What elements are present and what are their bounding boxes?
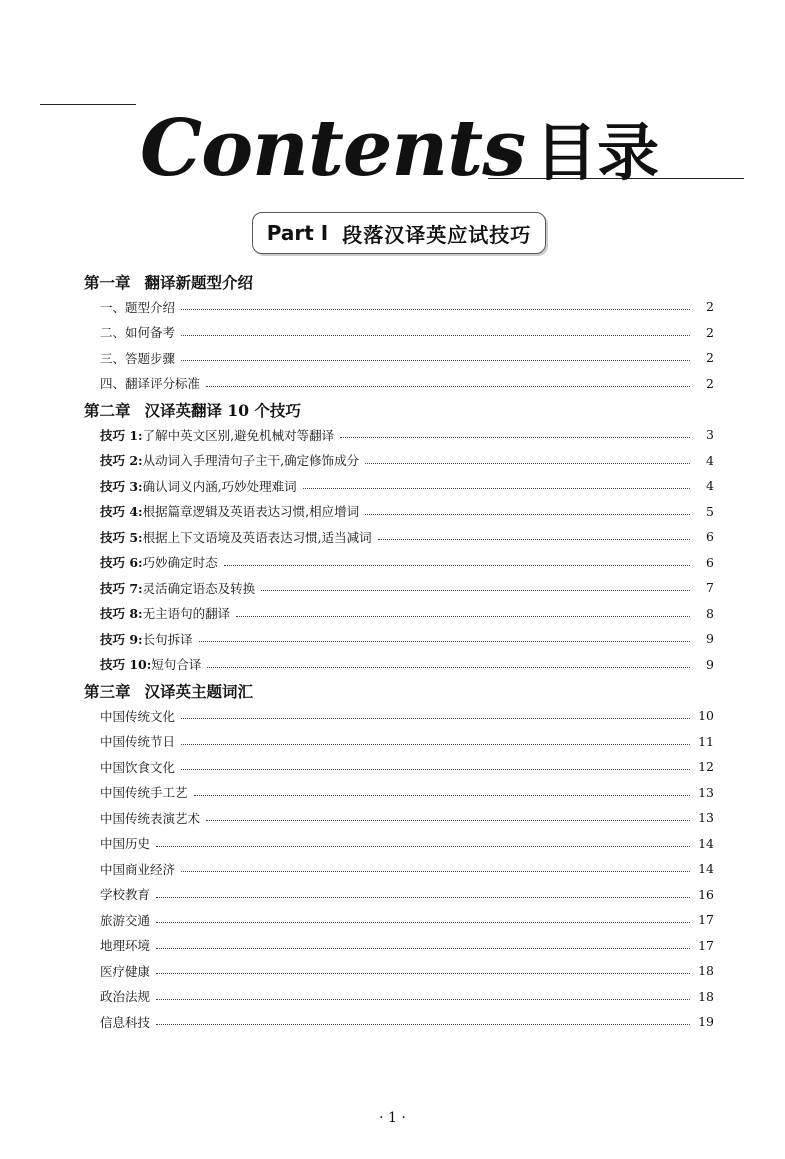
toc-entry-text — [100, 323, 175, 341]
toc-entry-prefix: 技巧 10: — [100, 657, 152, 673]
chapter-heading[interactable] — [84, 679, 714, 703]
dot-leader — [181, 769, 690, 770]
toc-entry-title: 短句合译 — [151, 657, 202, 673]
toc-entry-prefix: 技巧 2: — [100, 453, 143, 469]
page-number: · 1 · — [379, 1110, 406, 1126]
toc-page-number: 7 — [706, 580, 714, 596]
dot-leader — [365, 463, 690, 464]
toc-entry-text — [100, 987, 150, 1005]
part-title: 段落汉译英应试技巧 — [342, 222, 532, 247]
toc-entry-title: 医疗健康 — [100, 963, 151, 979]
toc-entry-text — [100, 936, 150, 954]
toc-page-number: 13 — [698, 810, 714, 826]
toc-page-number: 13 — [698, 784, 714, 800]
toc-entry-prefix: 技巧 1: — [100, 427, 143, 443]
toc-page-number: 18 — [698, 963, 714, 979]
toc-entry-text — [100, 809, 200, 827]
toc-page-number: 11 — [698, 733, 714, 749]
toc-entry[interactable] — [84, 601, 714, 627]
toc-entry-text — [100, 1013, 150, 1031]
title-english: Contents — [140, 103, 526, 194]
toc-entry-title: 旅游交通 — [100, 912, 151, 928]
toc-entry[interactable] — [84, 575, 714, 601]
dot-leader — [181, 744, 690, 745]
toc-entry-title: 中国商业经济 — [100, 861, 176, 877]
toc-page-number: 2 — [706, 350, 714, 366]
chapter-heading[interactable] — [84, 270, 714, 294]
toc-entry[interactable] — [84, 524, 714, 550]
toc-entry-text — [100, 630, 193, 648]
toc-entry-title: 中国传统文化 — [100, 708, 176, 724]
part-heading — [252, 212, 546, 254]
toc-entry-text — [100, 349, 175, 367]
toc-page-number: 3 — [706, 427, 714, 443]
toc-entry[interactable] — [84, 882, 714, 908]
toc-entry[interactable] — [84, 856, 714, 882]
toc-entry[interactable] — [84, 754, 714, 780]
toc-entry-title: 中国历史 — [100, 836, 151, 852]
toc-entry-title: 政治法规 — [100, 989, 151, 1005]
dot-leader — [181, 309, 690, 310]
toc-entry[interactable] — [84, 907, 714, 933]
dot-leader — [199, 641, 690, 642]
toc-page-number: 17 — [698, 937, 714, 953]
toc-entry[interactable] — [84, 422, 714, 448]
toc-entry-text — [100, 860, 175, 878]
toc-entry-title: 二、如何备考 — [100, 325, 176, 341]
toc-page-number: 4 — [706, 452, 714, 468]
toc-page-number: 16 — [698, 886, 714, 902]
toc-entry[interactable] — [84, 626, 714, 652]
toc-entry[interactable] — [84, 1009, 714, 1035]
toc-entry-title: 三、答题步骤 — [100, 350, 176, 366]
toc-entry-title: 灵活确定语态及转换 — [142, 580, 256, 596]
toc-page-number: 18 — [698, 988, 714, 1004]
toc-entry-prefix: 技巧 5: — [100, 529, 143, 545]
toc-page-number: 2 — [706, 324, 714, 340]
toc-entry-text — [100, 579, 255, 597]
toc-entry-title: 无主语句的翻译 — [142, 606, 231, 622]
toc-entry-text — [100, 604, 230, 622]
toc-entry-title: 中国传统节日 — [100, 734, 176, 750]
toc-entry-text — [100, 528, 372, 546]
toc-entry-prefix: 技巧 9: — [100, 631, 143, 647]
toc-page-number: 10 — [698, 708, 714, 724]
chapter-label: 第三章 — [84, 682, 131, 701]
dot-leader — [181, 335, 690, 336]
title-chinese: 目录 — [535, 116, 660, 189]
toc-page-number: 2 — [706, 375, 714, 391]
toc-entry-text — [100, 426, 334, 444]
chapter-label: 第一章 — [84, 273, 131, 292]
toc-page-number: 6 — [706, 554, 714, 570]
dot-leader — [156, 1024, 690, 1025]
dot-leader — [224, 565, 690, 566]
toc-entry-title: 从动词入手理清句子主干,确定修饰成分 — [142, 453, 360, 469]
toc-page-number: 9 — [706, 656, 714, 672]
toc-page-number: 5 — [706, 503, 714, 519]
toc-entry-title: 中国传统手工艺 — [100, 785, 188, 801]
dot-leader — [236, 616, 690, 617]
dot-leader — [365, 514, 690, 515]
toc-entry[interactable] — [84, 984, 714, 1010]
dot-leader — [181, 360, 690, 361]
chapter-title: 汉译英翻译 10 个技巧 — [144, 401, 301, 420]
chapter-title: 翻译新题型介绍 — [144, 273, 254, 292]
chapter-label: 第二章 — [84, 401, 131, 420]
chapter-heading[interactable] — [84, 398, 714, 422]
toc-entry-text — [100, 911, 150, 929]
dot-leader — [156, 999, 690, 1000]
dot-leader — [181, 718, 690, 719]
toc-entry-text — [100, 758, 175, 776]
toc-entry-text — [100, 477, 297, 495]
toc-entry[interactable] — [84, 320, 714, 346]
dot-leader — [156, 846, 690, 847]
toc-entry-prefix: 技巧 8: — [100, 606, 143, 622]
toc-entry[interactable] — [84, 780, 714, 806]
toc-page-number: 12 — [698, 759, 714, 775]
toc-entry[interactable] — [84, 831, 714, 857]
toc-entry[interactable] — [84, 652, 714, 678]
dot-leader — [207, 667, 690, 668]
toc-entry-text — [100, 451, 359, 469]
header-rule-left — [40, 104, 136, 105]
dot-leader — [194, 795, 690, 796]
toc-entry-text — [100, 707, 175, 725]
toc-entry-text — [100, 502, 359, 520]
toc-entry-prefix: 技巧 4: — [100, 504, 143, 520]
toc-entry-title: 了解中英文区别,避免机械对等翻译 — [142, 427, 335, 443]
toc-entry-title: 长句拆译 — [142, 631, 193, 647]
toc-entry-title: 根据篇章逻辑及英语表达习惯,相应增词 — [142, 504, 360, 520]
toc-entry-text — [100, 298, 175, 316]
toc-page-number: 6 — [706, 529, 714, 545]
toc-entry[interactable] — [84, 933, 714, 959]
dot-leader — [181, 871, 690, 872]
toc-entry-text — [100, 834, 150, 852]
toc-entry[interactable] — [84, 958, 714, 984]
toc-entry-title: 巧妙确定时态 — [142, 555, 218, 571]
toc-entry-title: 一、题型介绍 — [100, 299, 176, 315]
chapter-title: 汉译英主题词汇 — [144, 682, 254, 701]
toc-entry-text — [100, 655, 201, 673]
toc-page-number: 2 — [706, 299, 714, 315]
toc-entry-title: 确认词义内涵,巧妙处理难词 — [142, 478, 297, 494]
toc-entry[interactable] — [84, 703, 714, 729]
dot-leader — [156, 973, 690, 974]
toc-entry-title: 地理环境 — [100, 938, 151, 954]
toc-page-number: 14 — [698, 835, 714, 851]
contents-title — [140, 92, 660, 194]
dot-leader — [261, 590, 690, 591]
toc-entry-text — [100, 374, 200, 392]
toc-entry-prefix: 技巧 7: — [100, 580, 143, 596]
toc-entry-text — [100, 732, 175, 750]
toc-entry[interactable] — [84, 805, 714, 831]
toc-entry[interactable] — [84, 294, 714, 320]
toc-page-number: 17 — [698, 912, 714, 928]
dot-leader — [156, 922, 690, 923]
toc-entry[interactable] — [84, 448, 714, 474]
toc-page-number: 19 — [698, 1014, 714, 1030]
toc-entry[interactable] — [84, 473, 714, 499]
dot-leader — [206, 820, 690, 821]
dot-leader — [156, 897, 690, 898]
toc-page-number: 8 — [706, 605, 714, 621]
toc-entry-prefix: 技巧 3: — [100, 478, 143, 494]
toc-entry[interactable] — [84, 345, 714, 371]
toc-entry-title: 学校教育 — [100, 887, 151, 903]
dot-leader — [340, 437, 690, 438]
dot-leader — [378, 539, 690, 540]
toc-entry-text — [100, 962, 150, 980]
toc-entry-title: 中国饮食文化 — [100, 759, 176, 775]
toc-entry[interactable] — [84, 499, 714, 525]
toc-entry[interactable] — [84, 371, 714, 397]
part-label: Part I — [266, 221, 329, 245]
toc-entry-title: 信息科技 — [100, 1014, 151, 1030]
toc-page-number: 9 — [706, 631, 714, 647]
toc-entry-prefix: 技巧 6: — [100, 555, 143, 571]
toc-page-number: 14 — [698, 861, 714, 877]
toc-page-number: 4 — [706, 478, 714, 494]
toc-entry[interactable] — [84, 550, 714, 576]
toc-entry-text — [100, 885, 150, 903]
toc-entry-text — [100, 783, 188, 801]
toc-entry[interactable] — [84, 729, 714, 755]
toc-entry-title: 根据上下文语境及英语表达习惯,适当减词 — [142, 529, 372, 545]
dot-leader — [206, 386, 690, 387]
dot-leader — [303, 488, 690, 489]
toc-entry-title: 四、翻译评分标准 — [100, 376, 201, 392]
table-of-contents — [84, 268, 714, 1035]
toc-entry-text — [100, 553, 218, 571]
dot-leader — [156, 948, 690, 949]
toc-entry-title: 中国传统表演艺术 — [100, 810, 201, 826]
